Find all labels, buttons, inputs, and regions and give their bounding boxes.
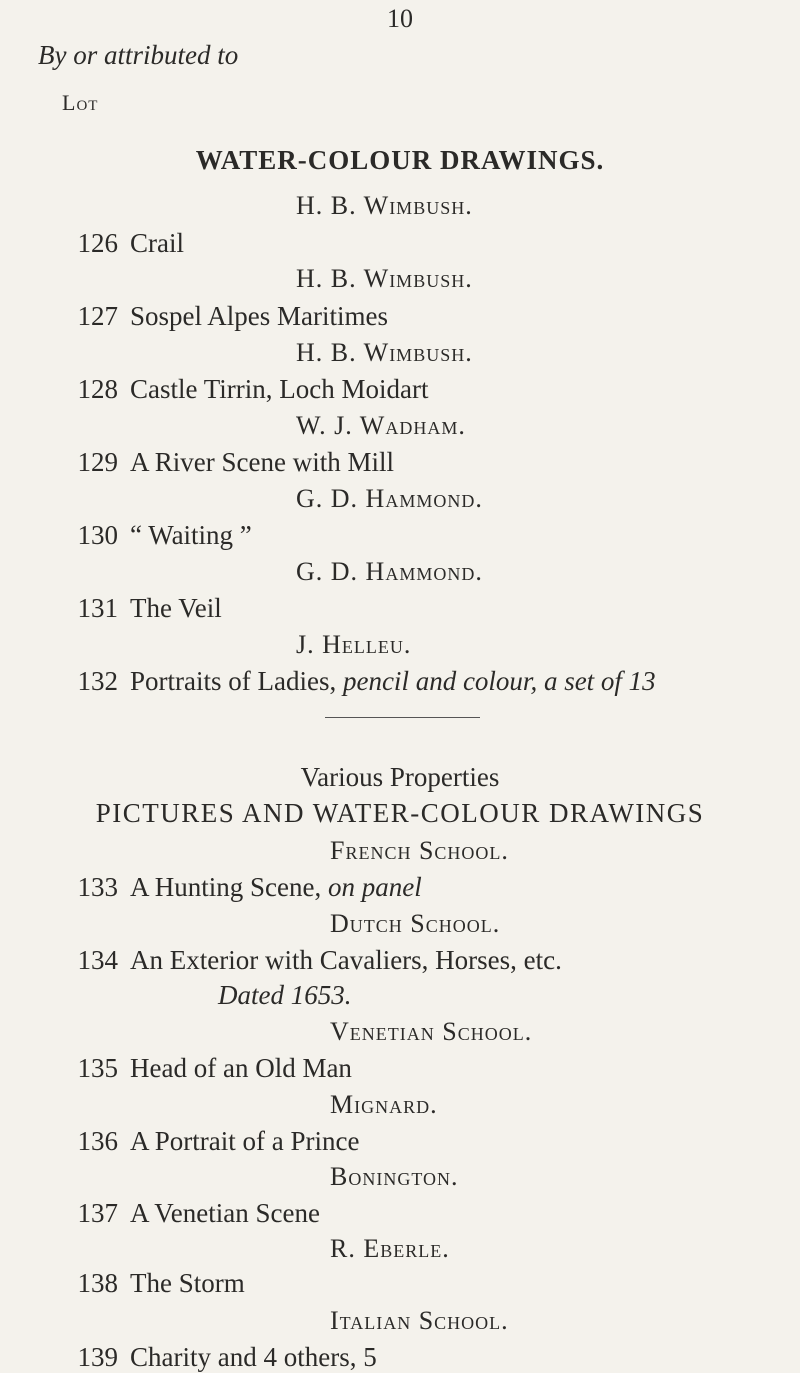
lot-title: “ Waiting ” [130,520,252,550]
lot-title: An Exterior with Cavaliers, Horses, etc. [130,945,562,975]
lot-number: 127 [77,301,118,331]
lot-artist: J. Helleu. [296,630,412,659]
section-subtitle: PICTURES AND WATER-COLOUR DRAWINGS [95,798,705,828]
section-title-various: Various Properties [300,762,500,792]
lot-title: The Storm [130,1268,245,1298]
lot-title: The Veil [130,593,222,623]
lot-artist: W. J. Wadham. [296,411,466,440]
lot-title: Head of an Old Man [130,1053,352,1083]
lot-artist: H. B. Wimbush. [296,338,473,367]
lot-number: 134 [77,945,118,975]
lot-artist: Mignard. [330,1090,438,1119]
lot-title: A River Scene with Mill [130,447,394,477]
lot-artist: Italian School. [330,1306,509,1335]
lot-medium: pencil and colour, a set of 13 [342,666,656,696]
section-divider [325,717,480,718]
lot-artist: G. D. Hammond. [296,557,483,586]
lot-title: Crail [130,228,184,258]
lot-artist: French School. [330,836,509,865]
lot-title: A Portrait of a Prince [130,1126,360,1156]
lot-artist: Venetian School. [330,1017,533,1046]
lot-number: 135 [77,1053,118,1083]
intro-heading: By or attributed to [38,40,239,70]
lot-title: Sospel Alpes Maritimes [130,301,388,331]
lot-number: 137 [77,1198,118,1228]
lot-artist: Bonington. [330,1162,459,1191]
lot-column-header: Lot [62,90,99,115]
lot-title: A Venetian Scene [130,1198,320,1228]
lot-artist: H. B. Wimbush. [296,191,473,220]
lot-number: 136 [77,1126,118,1156]
lot-number: 131 [77,593,118,623]
lot-medium: on panel [327,872,422,902]
lot-title: Portraits of Ladies, [130,666,337,696]
lot-number: 130 [77,520,118,550]
section-title-watercolours: WATER-COLOUR DRAWINGS. [195,145,605,175]
lot-number: 129 [77,447,118,477]
lot-number: 128 [77,374,118,404]
lot-date-note: Dated 1653. [218,980,352,1010]
lot-number: 126 [77,228,118,258]
lot-artist: G. D. Hammond. [296,484,483,513]
lot-number: 132 [77,666,118,696]
lot-artist: Dutch School. [330,909,501,938]
lot-artist: H. B. Wimbush. [296,264,473,293]
lot-artist: R. Eberle. [330,1234,450,1263]
lot-title: Castle Tirrin, Loch Moidart [130,374,429,404]
page-number: 10 [387,4,413,33]
lot-title: Charity and 4 others, 5 [130,1342,377,1372]
lot-number: 133 [77,872,118,902]
lot-title: A Hunting Scene, [130,872,322,902]
lot-number: 138 [77,1268,118,1298]
lot-number: 139 [77,1342,118,1372]
